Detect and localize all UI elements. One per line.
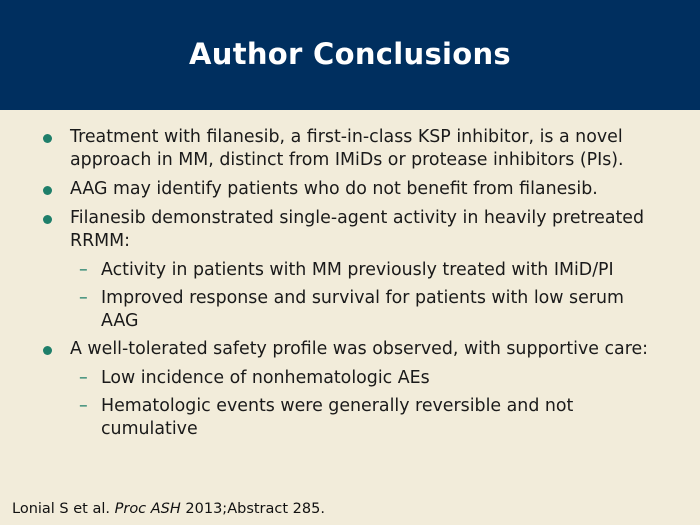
citation-journal: Proc ASH (114, 501, 181, 517)
citation-details: 2013;Abstract 285. (185, 501, 325, 517)
slide-title: Author Conclusions (189, 37, 511, 71)
sub-bullet-text: Activity in patients with MM previously treated with IMiD/PI (101, 260, 614, 280)
bullet-item (0, 338, 700, 361)
bullet-text: A well-tolerated safety profile was observed, with supportive care: (70, 339, 649, 359)
sub-list (0, 259, 700, 333)
dash-icon: – (79, 368, 88, 388)
bullet-text: Treatment with filanesib, a first-in-class KSP inhibitor, is a novel approach in MM, distinct from IMiDs or protease inhibitors (PIs). (70, 127, 624, 170)
bullet-item (0, 207, 700, 253)
dash-icon: – (79, 396, 88, 416)
slide-content (0, 126, 700, 446)
bullet-item (0, 178, 700, 201)
dash-icon: – (79, 288, 88, 308)
bullet-item (0, 126, 700, 172)
citation (12, 500, 325, 518)
dash-icon: – (79, 260, 88, 280)
sub-bullet-item (0, 287, 700, 333)
sub-bullet-text: Low incidence of nonhematologic AEs (101, 368, 430, 388)
bullet-dot-icon (43, 346, 52, 355)
sub-bullet-text: Hematologic events were generally reversible and not cumulative (101, 396, 574, 439)
title-bar (0, 0, 700, 110)
bullet-dot-icon (43, 186, 52, 195)
bullet-dot-icon (43, 134, 52, 143)
sub-bullet-item (0, 395, 700, 441)
sub-bullet-item (0, 259, 700, 282)
sub-bullet-text: Improved response and survival for patients with low serum AAG (101, 288, 624, 331)
bullet-dot-icon (43, 215, 52, 224)
bullet-text: Filanesib demonstrated single-agent activity in heavily pretreated RRMM: (70, 208, 645, 251)
bullet-text: AAG may identify patients who do not benefit from filanesib. (70, 179, 598, 199)
citation-authors: Lonial S et al. (12, 501, 110, 517)
sub-list (0, 367, 700, 441)
sub-bullet-item (0, 367, 700, 390)
